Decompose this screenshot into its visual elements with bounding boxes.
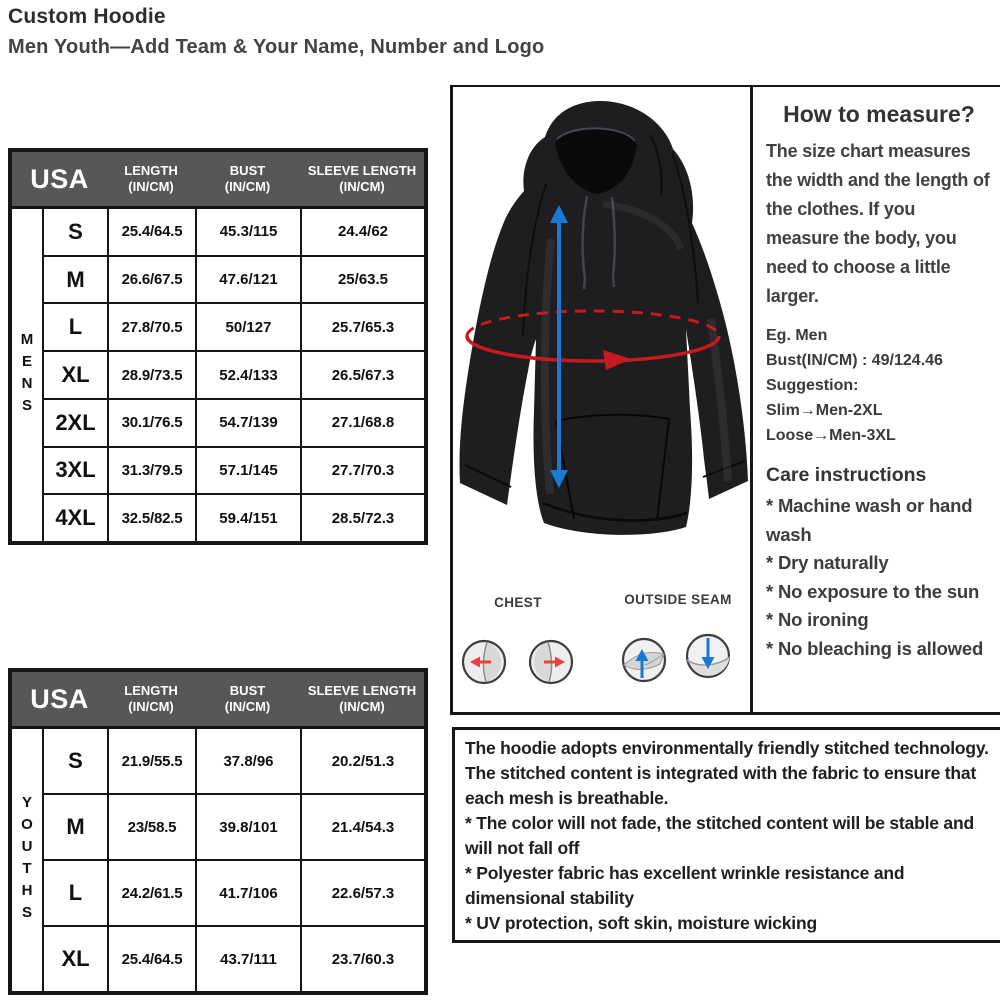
header-bust-line1: BUST: [229, 163, 266, 178]
table-row: [44, 350, 424, 398]
table-row: [44, 493, 424, 541]
sleeve-cell: 25/63.5: [300, 257, 424, 303]
header-usa: USA: [30, 163, 89, 194]
feature-line: The hoodie adopts environmentally friendly stitched technology. The stitched content is integrated with the fabric to ensure that each mesh is breathable.: [465, 738, 989, 808]
mens-table-body: [12, 209, 424, 541]
size-cell: 2XL: [55, 409, 96, 435]
length-cell: 30.1/76.5: [107, 400, 195, 446]
bust-cell: 43.7/111: [195, 927, 300, 991]
bust-cell: 45.3/115: [195, 209, 300, 255]
header-bust-line1: BUST: [229, 683, 266, 698]
length-cell: 25.4/64.5: [107, 927, 195, 991]
page-title: Custom Hoodie: [8, 5, 166, 28]
example-line: Slim→Men-2XL: [766, 402, 883, 419]
table-row: [44, 255, 424, 303]
table-row: [44, 398, 424, 446]
page-subtitle: Men Youth—Add Team & Your Name, Number and Logo: [8, 36, 545, 58]
bust-cell: 54.7/139: [195, 400, 300, 446]
youths-rows: [44, 729, 424, 991]
size-cell: L: [68, 880, 83, 905]
length-cell: 28.9/73.5: [107, 352, 195, 398]
example-line: Eg. Men: [766, 327, 828, 344]
how-to-measure-heading: How to measure?: [783, 101, 975, 127]
size-cell: L: [68, 314, 83, 340]
seam-measure-down-icon: [685, 633, 731, 679]
sleeve-cell: 28.5/72.3: [300, 495, 424, 541]
size-cell: XL: [61, 946, 90, 971]
feature-line: * Polyester fabric has excellent wrinkle resistance and dimensional stability: [465, 863, 905, 908]
sleeve-cell: 24.4/62: [300, 209, 424, 255]
length-cell: 21.9/55.5: [107, 729, 195, 793]
youths-table-body: [12, 729, 424, 991]
sleeve-cell: 22.6/57.3: [300, 861, 424, 925]
example-line: Loose→Men-3XL: [766, 427, 896, 444]
table-row: [44, 209, 424, 255]
header-sleeve-line1: SLEEVE LENGTH: [307, 683, 417, 698]
care-item: * No exposure to the sun: [766, 580, 980, 602]
mens-table-header: [12, 152, 424, 209]
header-length-line2: (IN/CM): [128, 699, 174, 714]
bust-cell: 39.8/101: [195, 795, 300, 859]
header-sleeve-length: [300, 152, 424, 206]
table-row: [44, 925, 424, 991]
mens-group-label: MENS: [18, 331, 36, 419]
feature-line: * The color will not fade, the stitched content will be stable and will not fall off: [465, 813, 974, 858]
sleeve-cell: 23.7/60.3: [300, 927, 424, 991]
mens-group-column: [12, 209, 44, 541]
bust-cell: 47.6/121: [195, 257, 300, 303]
size-cell: S: [68, 218, 83, 244]
size-cell: M: [66, 266, 85, 292]
sleeve-cell: 27.7/70.3: [300, 448, 424, 494]
outside-seam-label: OUTSIDE SEAM: [624, 592, 732, 607]
table-row: [44, 729, 424, 793]
chest-label: CHEST: [494, 595, 542, 610]
size-example-block: [766, 323, 992, 448]
sleeve-cell: 27.1/68.8: [300, 400, 424, 446]
table-row: [44, 859, 424, 925]
care-item: * Dry naturally: [766, 552, 889, 573]
length-cell: 23/58.5: [107, 795, 195, 859]
header-bust-line2: (IN/CM): [224, 699, 271, 714]
header-length: [107, 672, 195, 726]
length-cell: 31.3/79.5: [107, 448, 195, 494]
header-length: [107, 152, 195, 206]
header-sleeve-line2: (IN/CM): [339, 179, 385, 194]
size-cell: 4XL: [55, 505, 96, 531]
size-cell: 3XL: [55, 457, 96, 483]
header-usa: USA: [30, 683, 89, 714]
seam-measure-up-icon: [621, 637, 667, 683]
size-cell: M: [66, 814, 85, 839]
care-item: * Machine wash or hand wash: [766, 495, 973, 545]
length-cell: 26.6/67.5: [107, 257, 195, 303]
bust-cell: 37.8/96: [195, 729, 300, 793]
bust-cell: 41.7/106: [195, 861, 300, 925]
header-sleeve-line2: (IN/CM): [339, 699, 385, 714]
table-row: [44, 302, 424, 350]
header-bust: [195, 672, 300, 726]
example-line: Suggestion:: [766, 377, 859, 394]
sleeve-cell: 21.4/54.3: [300, 795, 424, 859]
youths-group-label: YOUTHS: [18, 794, 36, 926]
chest-measure-left-icon: [461, 639, 507, 685]
header-length-line2: (IN/CM): [128, 179, 174, 194]
bust-cell: 59.4/151: [195, 495, 300, 541]
mens-size-table: [8, 148, 428, 545]
header-length-line1: LENGTH: [124, 163, 178, 178]
header-length-line1: LENGTH: [124, 683, 178, 698]
header-bust: [195, 152, 300, 206]
youths-table-header: [12, 672, 424, 729]
sleeve-cell: 20.2/51.3: [300, 729, 424, 793]
how-to-measure-panel: [753, 85, 1000, 715]
care-item: * No ironing: [766, 609, 869, 630]
example-line: Bust(IN/CM) : 49/124.46: [766, 352, 943, 369]
feature-line: * UV protection, soft skin, moisture wicking: [465, 913, 817, 933]
length-cell: 24.2/61.5: [107, 861, 195, 925]
care-instructions-list: [766, 492, 992, 663]
header-sleeve-line1: SLEEVE LENGTH: [307, 163, 417, 178]
measure-intro-text: The size chart measures the width and the length of the clothes. If you measure the body, you need to choose a little larger.: [766, 141, 990, 306]
table-row: [44, 793, 424, 859]
care-instructions-heading: Care instructions: [766, 464, 927, 486]
size-cell: XL: [61, 362, 90, 388]
youths-group-column: [12, 729, 44, 991]
youths-size-table: [8, 668, 428, 995]
length-cell: 27.8/70.5: [107, 304, 195, 350]
bust-cell: 50/127: [195, 304, 300, 350]
bust-cell: 57.1/145: [195, 448, 300, 494]
length-cell: 32.5/82.5: [107, 495, 195, 541]
sleeve-cell: 26.5/67.3: [300, 352, 424, 398]
product-features-box: [452, 727, 1000, 943]
chest-measure-right-icon: [528, 639, 574, 685]
care-item: * No bleaching is allowed: [766, 637, 984, 659]
length-cell: 25.4/64.5: [107, 209, 195, 255]
mens-rows: [44, 209, 424, 541]
hoodie-image: [453, 89, 750, 539]
table-row: [44, 446, 424, 494]
size-cell: S: [68, 748, 83, 773]
sleeve-cell: 25.7/65.3: [300, 304, 424, 350]
header-sleeve-length: [300, 672, 424, 726]
header-bust-line2: (IN/CM): [224, 179, 271, 194]
hoodie-measure-diagram: [450, 85, 753, 715]
bust-cell: 52.4/133: [195, 352, 300, 398]
